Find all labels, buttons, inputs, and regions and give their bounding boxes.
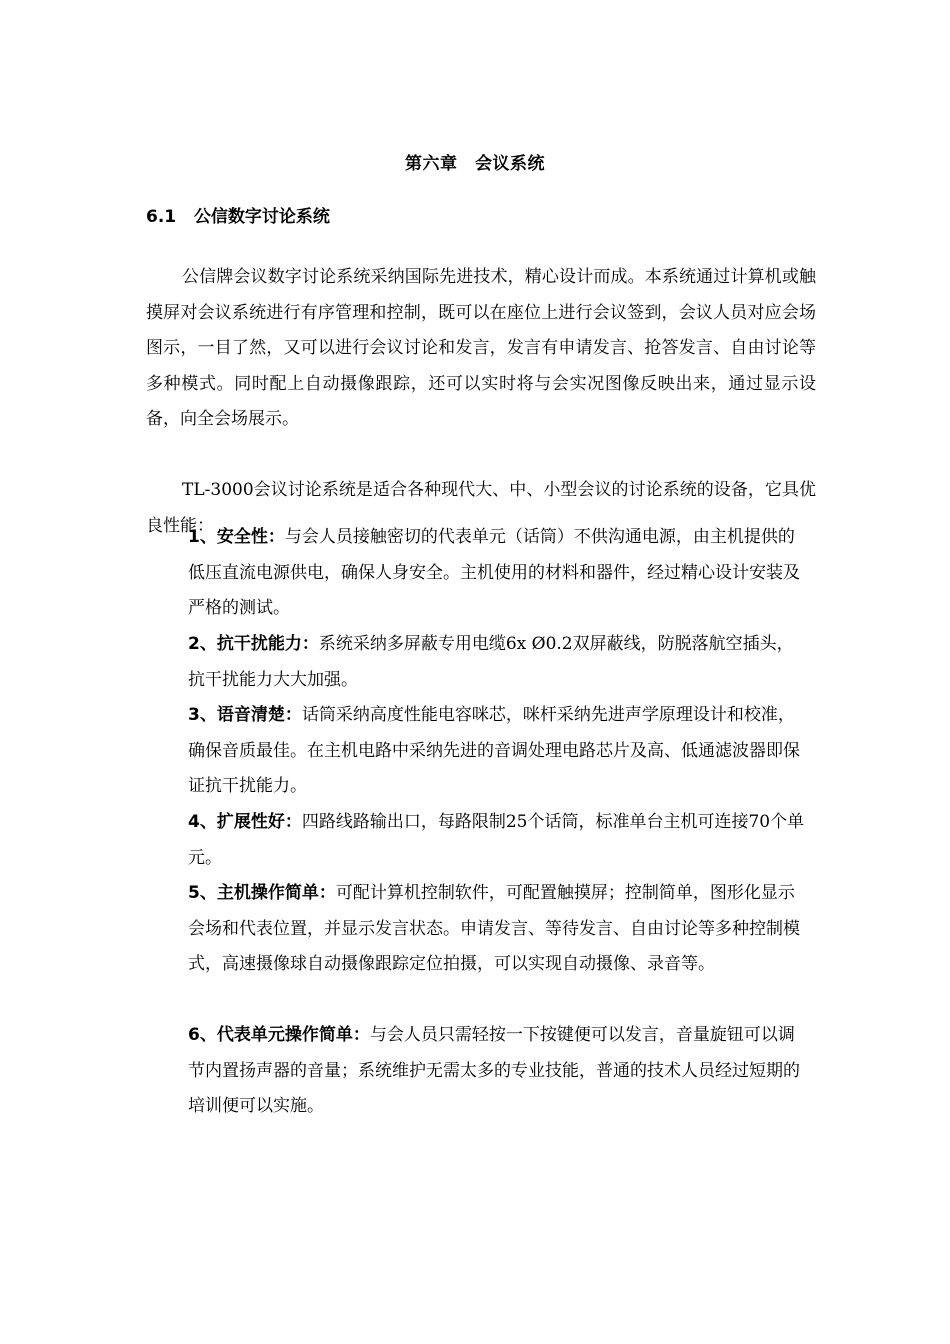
feature-text: 系统采纳多屏蔽专用电缆6x Ø0.2双屏蔽线，防脱落航空插头，抗干扰能力大大加强。 bbox=[188, 634, 794, 690]
section-number: 6.1 bbox=[146, 207, 177, 227]
feature-text: 与会人员接触密切的代表单元（话筒）不供沟通电源，由主机提供的低压直流电源供电，确保人身安全。主机使用的材料和器件，经过精心设计安装及严格的测试。 bbox=[188, 527, 800, 618]
feature-item bbox=[188, 876, 806, 983]
feature-item bbox=[188, 627, 806, 698]
feature-item bbox=[188, 805, 806, 876]
feature-title: 1、安全性： bbox=[188, 527, 285, 547]
section-title: 公信数字讨论系统 bbox=[193, 207, 330, 227]
feature-text: 与会人员只需轻按一下按键便可以发言，音量旋钮可以调节内置扬声器的音量；系统维护无需太多的专业技能，普通的技术人员经过短期的培训便可以实施。 bbox=[188, 1025, 800, 1116]
feature-text: 话筒采纳高度性能电容咪芯，咪杆采纳先进声学原理设计和校准，确保音质最佳。在主机电路中采纳先进的音调处理电路芯片及高、低通滤波器即保证抗干扰能力。 bbox=[188, 705, 800, 796]
system-paragraph: TL-3000会议讨论系统是适合各种现代大、中、小型会议的讨论系统的设备，它具优良性能： bbox=[146, 480, 816, 536]
feature-title: 6、代表单元操作简单： bbox=[188, 1025, 370, 1045]
section-heading bbox=[146, 203, 330, 231]
intro-paragraph: 公信牌会议数字讨论系统采纳国际先进技术，精心设计而成。本系统通过计算机或触摸屏对会议系统进行有序管理和控制，既可以在座位上进行会议签到，会议人员对应会场图示，一目了然，又可以进行会议讨论和发言，发言有申请发言、抢答发言、自由讨论等多种模式。同时配上自动摄像跟踪，还可以实时将与会实况图像反映出来，通过显示设备，向全会场展示。 bbox=[146, 267, 816, 429]
feature-text: 可配计算机控制软件，可配置触摸屏；控制简单，图形化显示会场和代表位置，并显示发言状态。申请发言、等待发言、自由讨论等多种控制模式，高速摄像球自动摄像跟踪定位拍摄，可以实现自动摄像、录音等。 bbox=[188, 883, 800, 974]
chapter-title: 第六章 会议系统 bbox=[405, 154, 545, 174]
feature-item bbox=[188, 520, 806, 627]
feature-text: 四路线路输出口，每路限制25个话筒，标准单台主机可连接70个单元。 bbox=[188, 812, 805, 868]
feature-title: 4、扩展性好： bbox=[188, 812, 302, 832]
feature-item bbox=[188, 698, 806, 805]
feature-title: 3、语音清楚： bbox=[188, 705, 302, 725]
feature-title: 2、抗干扰能力： bbox=[188, 634, 319, 654]
feature-item bbox=[188, 1018, 806, 1125]
feature-title: 5、主机操作简单： bbox=[188, 883, 336, 903]
